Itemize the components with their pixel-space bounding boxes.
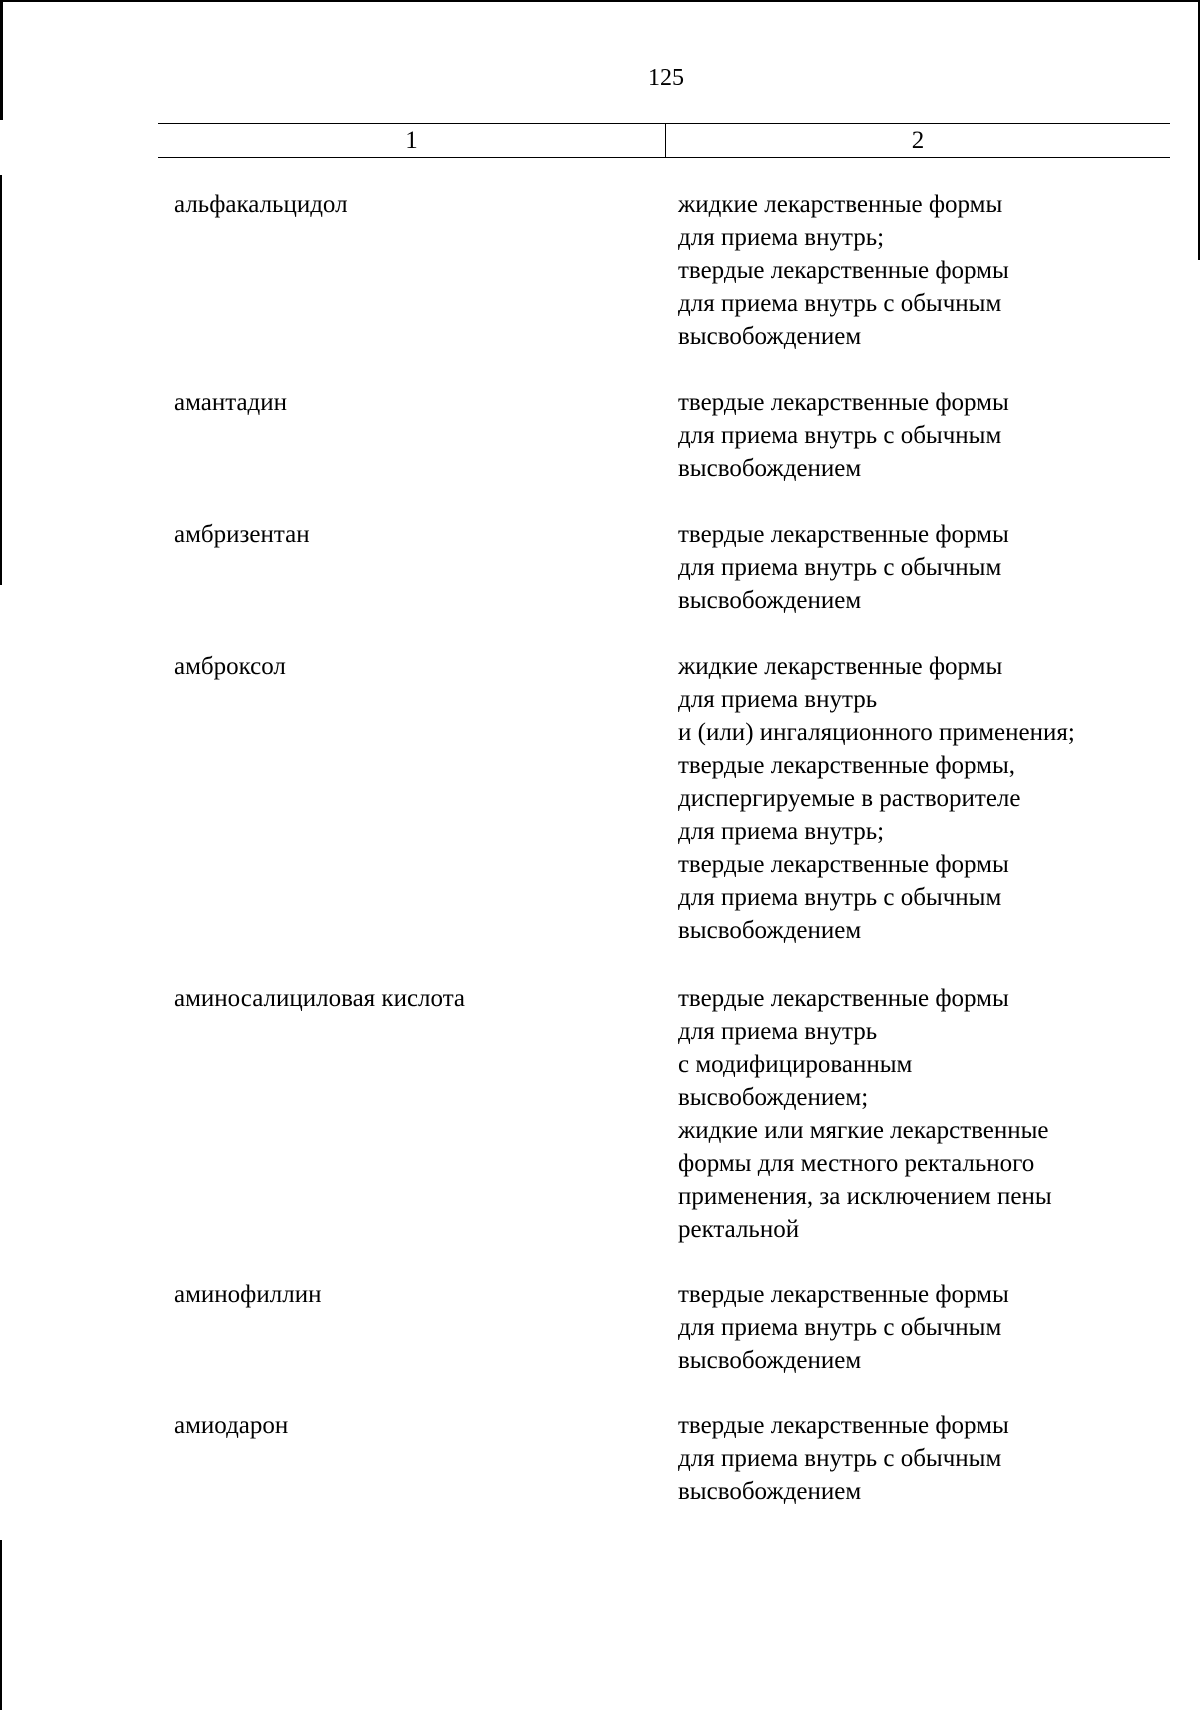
dosage-form-line: твердые лекарственные формы [678, 1412, 1009, 1439]
scan-edge-left [0, 0, 3, 120]
dosage-form-line: высвобождением [678, 1478, 862, 1505]
dosage-forms [678, 386, 1198, 485]
dosage-form-line: для приема внутрь с обычным [678, 1445, 1002, 1472]
dosage-forms [678, 1278, 1198, 1377]
dosage-forms [678, 650, 1198, 947]
page-number: 125 [648, 65, 684, 91]
dosage-form-line: высвобождением [678, 455, 862, 482]
dosage-form-line: высвобождением [678, 1347, 862, 1374]
dosage-forms [678, 982, 1198, 1246]
dosage-form-line: твердые лекарственные формы, [678, 752, 1016, 779]
dosage-form-line: для приема внутрь с обычным [678, 290, 1002, 317]
dosage-form-line: жидкие лекарственные формы [678, 653, 1003, 680]
column-header-1: 1 [405, 127, 418, 154]
dosage-form-line: высвобождением [678, 323, 862, 350]
dosage-form-line: для приема внутрь; [678, 224, 885, 251]
dosage-form-line: высвобождением [678, 917, 862, 944]
scan-edge-left [0, 175, 2, 585]
drug-name: аминофиллин [174, 1281, 322, 1308]
dosage-form-line: для приема внутрь; [678, 818, 885, 845]
table-header-bottom-rule [158, 157, 1170, 158]
drug-name: амброксол [174, 653, 286, 680]
drug-name: амантадин [174, 389, 288, 416]
scan-edge-top [0, 0, 1200, 2]
drug-name: альфакальцидол [174, 191, 348, 218]
dosage-form-line: и (или) ингаляционного применения; [678, 719, 1075, 746]
dosage-forms [678, 188, 1198, 353]
column-header-2: 2 [911, 127, 925, 154]
dosage-form-line: жидкие или мягкие лекарственные [678, 1117, 1049, 1144]
dosage-form-line: для приема внутрь [678, 1018, 878, 1045]
dosage-form-line: ректальной [678, 1216, 800, 1243]
dosage-form-line: для приема внутрь с обычным [678, 422, 1002, 449]
drug-name: аминосалициловая кислота [174, 985, 466, 1012]
dosage-form-line: применения, за исключением пены [678, 1183, 1052, 1210]
dosage-form-line: для приема внутрь [678, 686, 878, 713]
dosage-forms [678, 1409, 1198, 1508]
dosage-form-line: твердые лекарственные формы [678, 851, 1009, 878]
dosage-form-line: твердые лекарственные формы [678, 389, 1009, 416]
scan-edge-left [0, 1540, 2, 1710]
dosage-forms [678, 518, 1198, 617]
dosage-form-line: высвобождением; [678, 1084, 869, 1111]
dosage-form-line: с модифицированным [678, 1051, 913, 1078]
dosage-form-line: формы для местного ректального [678, 1150, 1035, 1177]
dosage-form-line: для приема внутрь с обычным [678, 554, 1002, 581]
dosage-form-line: для приема внутрь с обычным [678, 1314, 1002, 1341]
dosage-form-line: твердые лекарственные формы [678, 521, 1009, 548]
dosage-form-line: высвобождением [678, 587, 862, 614]
dosage-form-line: твердые лекарственные формы [678, 1281, 1009, 1308]
table-header-top-rule [158, 123, 1170, 124]
dosage-form-line: диспергируемые в растворителе [678, 785, 1021, 812]
drug-name: амиодарон [174, 1412, 289, 1439]
dosage-form-line: для приема внутрь с обычным [678, 884, 1002, 911]
dosage-form-line: твердые лекарственные формы [678, 985, 1009, 1012]
drug-name: амбризентан [174, 521, 310, 548]
dosage-form-line: жидкие лекарственные формы [678, 191, 1003, 218]
dosage-form-line: твердые лекарственные формы [678, 257, 1009, 284]
